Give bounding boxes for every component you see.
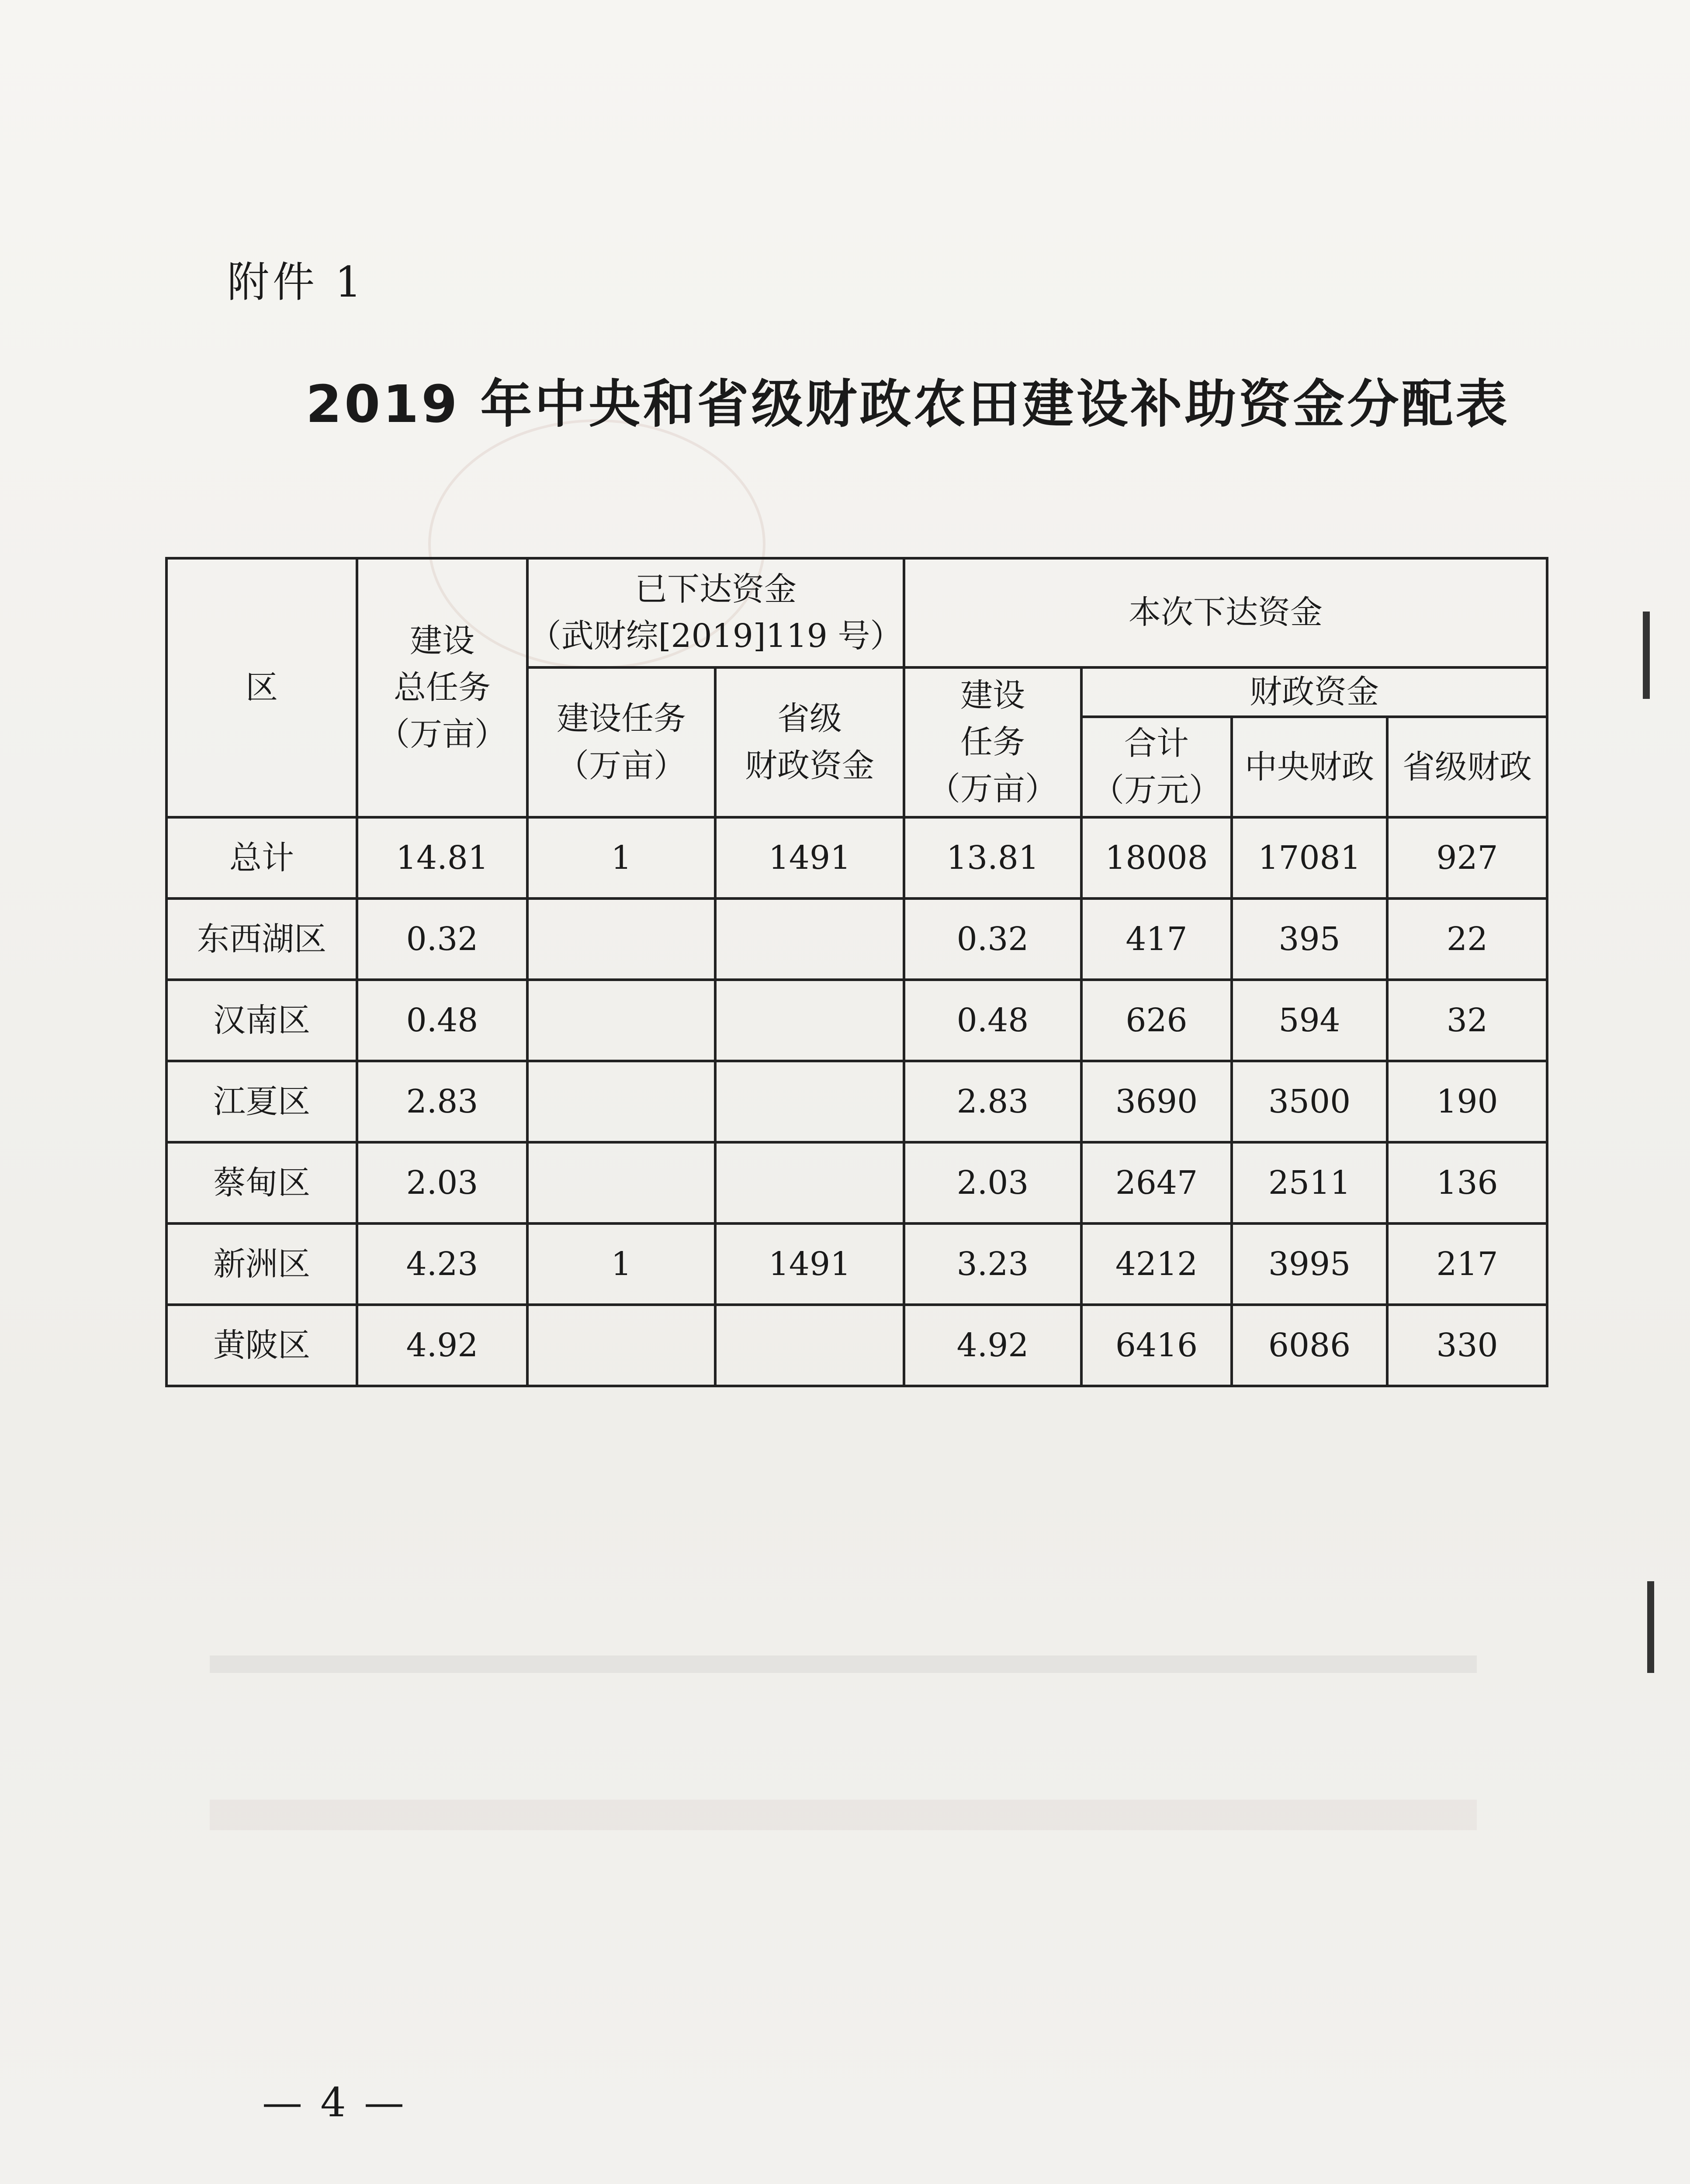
attachment-label: 附件 1: [227, 258, 365, 307]
table-row: [166, 1223, 1547, 1305]
table-row: [166, 1061, 1547, 1142]
page-number: — 4 —: [262, 2079, 407, 2126]
table-row: [166, 1305, 1547, 1386]
cell-district: 新洲区: [166, 1223, 357, 1305]
header-issued-group: 已下达资金 （武财综[2019]119 号）: [527, 558, 904, 667]
cell-total-task: 4.23: [357, 1223, 527, 1305]
cell-provincial: 927: [1387, 817, 1547, 898]
cell-total-task: 2.83: [357, 1061, 527, 1142]
allocation-table: [165, 557, 1548, 1387]
header-current-task: 建设 任务 （万亩）: [904, 667, 1081, 817]
scan-edge-mark: [1643, 612, 1650, 699]
cell-provincial: 190: [1387, 1061, 1547, 1142]
cell-current-task: 2.83: [904, 1061, 1081, 1142]
cell-provincial: 217: [1387, 1223, 1547, 1305]
table-row: [166, 980, 1547, 1061]
cell-issued-provincial: [715, 1142, 904, 1223]
header-total-task: 建设 总任务 （万亩）: [357, 558, 527, 817]
cell-issued-provincial: [715, 980, 904, 1061]
cell-total-task: 14.81: [357, 817, 527, 898]
cell-total-task: 2.03: [357, 1142, 527, 1223]
cell-provincial: 330: [1387, 1305, 1547, 1386]
scan-edge-mark: [1647, 1581, 1654, 1673]
cell-fiscal-total: 4212: [1081, 1223, 1232, 1305]
header-fiscal-total: 合计 （万元）: [1081, 717, 1232, 817]
cell-central: 3500: [1232, 1061, 1387, 1142]
cell-issued-task: 1: [527, 1223, 715, 1305]
header-district: 区: [166, 558, 357, 817]
cell-central: 17081: [1232, 817, 1387, 898]
cell-issued-task: 1: [527, 817, 715, 898]
header-issued-provincial: 省级 财政资金: [715, 667, 904, 817]
cell-issued-provincial: [715, 898, 904, 980]
cell-provincial: 22: [1387, 898, 1547, 980]
table-row: [166, 898, 1547, 980]
scan-smudge: [210, 1800, 1477, 1830]
cell-total-task: 0.48: [357, 980, 527, 1061]
cell-district: 汉南区: [166, 980, 357, 1061]
header-issued-task: 建设任务 （万亩）: [527, 667, 715, 817]
cell-issued-provincial: 1491: [715, 817, 904, 898]
cell-current-task: 0.48: [904, 980, 1081, 1061]
cell-issued-task: [527, 898, 715, 980]
cell-fiscal-total: 18008: [1081, 817, 1232, 898]
scan-smudge: [210, 1655, 1477, 1673]
cell-fiscal-total: 417: [1081, 898, 1232, 980]
header-provincial: 省级财政: [1387, 717, 1547, 817]
cell-issued-task: [527, 1061, 715, 1142]
cell-current-task: 4.92: [904, 1305, 1081, 1386]
cell-issued-provincial: [715, 1061, 904, 1142]
cell-fiscal-total: 626: [1081, 980, 1232, 1061]
cell-issued-task: [527, 1142, 715, 1223]
cell-central: 6086: [1232, 1305, 1387, 1386]
cell-central: 3995: [1232, 1223, 1387, 1305]
cell-district: 总计: [166, 817, 357, 898]
cell-issued-task: [527, 1305, 715, 1386]
document-title: 2019 年中央和省级财政农田建设补助资金分配表: [306, 374, 1510, 434]
cell-total-task: 4.92: [357, 1305, 527, 1386]
cell-current-task: 3.23: [904, 1223, 1081, 1305]
cell-issued-task: [527, 980, 715, 1061]
table-row: [166, 817, 1547, 898]
cell-district: 东西湖区: [166, 898, 357, 980]
cell-central: 594: [1232, 980, 1387, 1061]
cell-current-task: 13.81: [904, 817, 1081, 898]
cell-fiscal-total: 2647: [1081, 1142, 1232, 1223]
cell-district: 江夏区: [166, 1061, 357, 1142]
cell-central: 395: [1232, 898, 1387, 980]
cell-fiscal-total: 6416: [1081, 1305, 1232, 1386]
cell-fiscal-total: 3690: [1081, 1061, 1232, 1142]
cell-current-task: 2.03: [904, 1142, 1081, 1223]
cell-issued-provincial: 1491: [715, 1223, 904, 1305]
cell-district: 黄陂区: [166, 1305, 357, 1386]
header-current-group: 本次下达资金: [904, 558, 1547, 667]
cell-current-task: 0.32: [904, 898, 1081, 980]
cell-total-task: 0.32: [357, 898, 527, 980]
table-row: [166, 1142, 1547, 1223]
cell-district: 蔡甸区: [166, 1142, 357, 1223]
header-fiscal-group: 财政资金: [1081, 667, 1547, 717]
header-central: 中央财政: [1232, 717, 1387, 817]
cell-provincial: 32: [1387, 980, 1547, 1061]
cell-central: 2511: [1232, 1142, 1387, 1223]
cell-provincial: 136: [1387, 1142, 1547, 1223]
cell-issued-provincial: [715, 1305, 904, 1386]
